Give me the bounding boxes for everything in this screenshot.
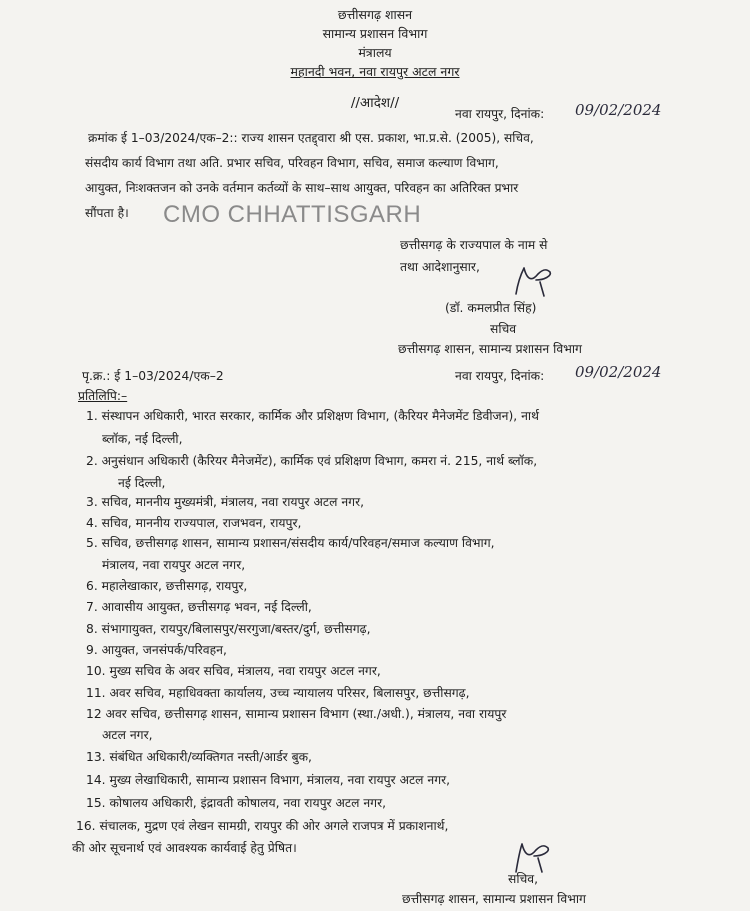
- copy-item: मंत्रालय, नवा रायपुर अटल नगर,: [102, 558, 246, 572]
- signature-line-1: छत्तीसगढ़ के राज्यपाल के नाम से: [400, 238, 548, 252]
- signature-line-2: तथा आदेशानुसार,: [400, 260, 480, 274]
- order-date-handwritten: 09/02/2024: [575, 101, 662, 119]
- copy-date-handwritten: 09/02/2024: [575, 363, 662, 381]
- header-line-address: महानदी भवन, नवा रायपुर अटल नगर: [290, 64, 460, 79]
- copy-item: 7. आवासीय आयुक्त, छत्तीसगढ़ भवन, नई दिल्ली,: [86, 600, 312, 614]
- copy-sign-designation: सचिव,: [508, 872, 539, 886]
- copy-item: ब्लॉक, नई दिल्ली,: [102, 432, 183, 446]
- copy-item: 9. आयुक्त, जनसंपर्क/परिवहन,: [86, 643, 227, 657]
- copy-item: 11. अवर सचिव, महाधिवक्ता कार्यालय, उच्च न्यायालय परिसर, बिलासपुर, छत्तीसगढ़,: [86, 686, 470, 700]
- copy-item: 12 अवर सचिव, छत्तीसगढ़ शासन, सामान्य प्रशासन विभाग (स्था./अधी.), मंत्रालय, नवा रायपुर: [86, 707, 507, 721]
- copy-item: 14. मुख्य लेखाधिकारी, सामान्य प्रशासन विभाग, मंत्रालय, नवा रायपुर अटल नगर,: [86, 773, 451, 787]
- header-line-dept: सामान्य प्रशासन विभाग: [322, 26, 428, 41]
- order-title: //आदेश//: [350, 95, 400, 111]
- copy-item: 6. महालेखाकार, छत्तीसगढ़, रायपुर,: [86, 579, 248, 593]
- copy-place-date-label: नवा रायपुर, दिनांक:: [455, 369, 545, 383]
- header-line-ministry: मंत्रालय: [358, 45, 392, 60]
- copy-heading: प्रतिलिपि:–: [78, 389, 128, 403]
- copy-item: 5. सचिव, छत्तीसगढ़ शासन, सामान्य प्रशासन/संसदीय कार्य/परिवहन/समाज कल्याण विभाग,: [86, 536, 495, 550]
- copy-item: नई दिल्ली,: [118, 476, 166, 490]
- header-line-state: छत्तीसगढ़ शासन: [337, 7, 413, 22]
- copy-sign-dept: छत्तीसगढ़ शासन, सामान्य प्रशासन विभाग: [402, 892, 586, 906]
- order-para-line-2: संसदीय कार्य विभाग तथा अति. प्रभार सचिव, परिवहन विभाग, सचिव, समाज कल्याण विभाग,: [85, 156, 499, 170]
- copy-item: 15. कोषालय अधिकारी, इंद्रावती कोषालय, नवा रायपुर अटल नगर,: [86, 796, 387, 810]
- signature-mark-icon: [510, 262, 558, 302]
- signatory-designation: सचिव: [490, 322, 517, 336]
- copy-item: अटल नगर,: [102, 728, 153, 742]
- order-para-line-1: क्रमांक ई 1–03/2024/एक–2:: राज्य शासन एतद्द्वारा श्री एस. प्रकाश, भा.प्र.से. (2005), सचिव,: [88, 131, 534, 145]
- copy-item: 1. संस्थापन अधिकारी, भारत सरकार, कार्मिक और प्रशिक्षण विभाग, (कैरियर मैनेजमेंट डिवीजन), नार्थ: [86, 409, 539, 423]
- order-place-date-label: नवा रायपुर, दिनांक:: [455, 107, 545, 121]
- copy-item: 2. अनुसंधान अधिकारी (कैरियर मैनेजमेंट), कार्मिक एवं प्रशिक्षण विभाग, कमरा नं. 215, नार्थ ब्लॉक,: [86, 454, 538, 468]
- copy-item: 4. सचिव, माननीय राज्यपाल, राजभवन, रायपुर,: [86, 516, 302, 530]
- copy-item: 13. संबंधित अधिकारी/व्यक्तिगत नस्ती/आर्डर बुक,: [86, 750, 312, 764]
- watermark: CMO CHHATTISGARH: [163, 201, 422, 228]
- signatory-dept: छत्तीसगढ़ शासन, सामान्य प्रशासन विभाग: [398, 342, 582, 356]
- copy-item: 16. संचालक, मुद्रण एवं लेखन सामग्री, रायपुर की ओर अगले राजपत्र में प्रकाशनार्थ,: [76, 819, 449, 833]
- copy-item: 8. संभागायुक्त, रायपुर/बिलासपुर/सरगुजा/बस्तर/दुर्ग, छत्तीसगढ़,: [86, 622, 371, 636]
- signatory-name: (डॉ. कमलप्रीत सिंह): [445, 301, 537, 315]
- order-para-line-4: सौंपता है।: [85, 206, 129, 220]
- copy-item: 3. सचिव, माननीय मुख्यमंत्री, मंत्रालय, नवा रायपुर अटल नगर,: [86, 495, 365, 509]
- order-para-line-3: आयुक्त, निःशक्तजन को उनके वर्तमान कर्तव्यों के साथ–साथ आयुक्त, परिवहन का अतिरिक्त प्रभार: [85, 181, 519, 195]
- copy-item: की ओर सूचनार्थ एवं आवश्यक कार्यवाई हेतु प्रेषित।: [72, 841, 297, 855]
- copy-ref: पृ.क्र.: ई 1–03/2024/एक–2: [82, 369, 224, 383]
- copy-item: 10. मुख्य सचिव के अवर सचिव, मंत्रालय, नवा रायपुर अटल नगर,: [86, 664, 381, 678]
